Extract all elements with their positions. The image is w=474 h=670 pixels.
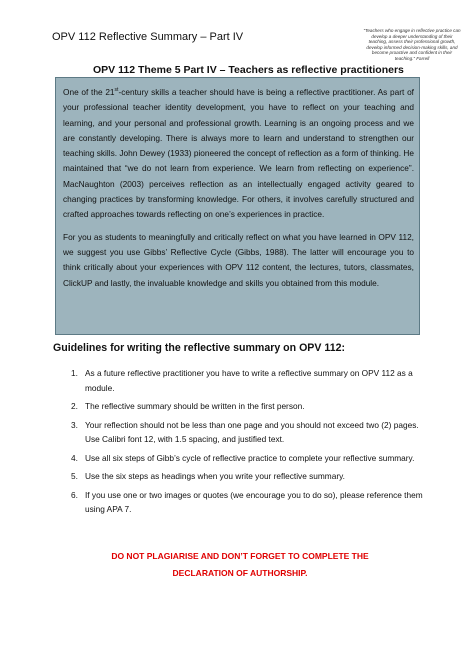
theme-title: OPV 112 Theme 5 Part IV – Teachers as reflective practitioners: [93, 64, 404, 76]
list-number: 6.: [71, 489, 78, 500]
list-item: [53, 399, 423, 414]
list-item-text: Use the six steps as headings when you write your reflective summary.: [85, 471, 345, 481]
list-item: [53, 366, 423, 395]
list-item-text: The reflective summary should be written in the first person.: [85, 401, 305, 411]
list-item-text: Your reflection should not be less than one page and you should not exceed two (2) pages. Use Calibri font 12, with 1.5 spacing, and justified text.: [85, 419, 419, 444]
list-number: 5.: [71, 471, 78, 481]
list-item-text: Use all six steps of Gibb’s cycle of reflective practice to complete your reflective summary.: [85, 452, 415, 463]
list-number: 1.: [71, 368, 78, 378]
intro-paragraph-1: [63, 85, 414, 223]
guidelines-heading: Guidelines for writing the reflective summary on OPV 112:: [53, 342, 346, 354]
list-number: 3.: [71, 419, 78, 430]
ordinal-superscript: st: [114, 87, 119, 94]
list-item: [53, 488, 423, 517]
guidelines-list: [53, 366, 423, 521]
intro-paragraph-2: For you as students to meaningfully and critically reflect on what you have learned in OPV 112, we suggest you use Gibbs’ Reflective Cycle (Gibbs, 1988). The latter will encourage you to think critically about your experiences with OPV 112 content, the lectures, tutors, classmates, ClickUP and lastly, the invaluable knowledge and skills you obtained from this module.: [63, 231, 414, 288]
plagiarism-warning: DO NOT PLAGIARISE AND DON’T FORGET TO COMPLETE THE DECLARATION OF AUTHORSHIP.: [111, 551, 369, 578]
intro-box: [55, 77, 420, 335]
list-item: [53, 418, 423, 447]
list-item: [53, 451, 423, 466]
list-number: 2.: [71, 401, 78, 411]
list-number: 4.: [71, 452, 78, 463]
page-header: OPV 112 Reflective Summary – Part IV: [52, 31, 244, 43]
intro-p1-lead: One of the 21: [63, 87, 115, 97]
intro-p1-body: -century skills a teacher should have is being a reflective practitioner. As part of your professional teacher identity development, you have to reflect on your teaching and learning, and your personal and professional growth. Learning is an ongoing process and we are constantly developing. There is always more to learn and understand to strengthen our teaching skills. John Dewey (1933) pioneered the concept of reflection as a form of thinking. He maintained that “we do not learn from experience. We learn from reflecting on experience”. MacNaughton (2003) perceives reflection as an intellectually engaged activity geared to changing practices by transforming knowledge. For others, it involves carefully structured and crafted approaches towards reflecting on one’s experiences in practice.: [63, 87, 414, 220]
list-item-text: If you use one or two images or quotes (we encourage you to do so), please reference them using APA 7.: [85, 489, 423, 514]
list-item: [53, 469, 423, 484]
pull-quote: “Teachers who engage in reflective practice can develop a deeper understanding of their teaching, assess their professional growth, develop informed decision-making skills, and become proactive and confident in their teaching.” Farrell: [363, 28, 461, 61]
list-item-text: As a future reflective practitioner you have to write a reflective summary on OPV 112 as a module.: [85, 368, 413, 393]
